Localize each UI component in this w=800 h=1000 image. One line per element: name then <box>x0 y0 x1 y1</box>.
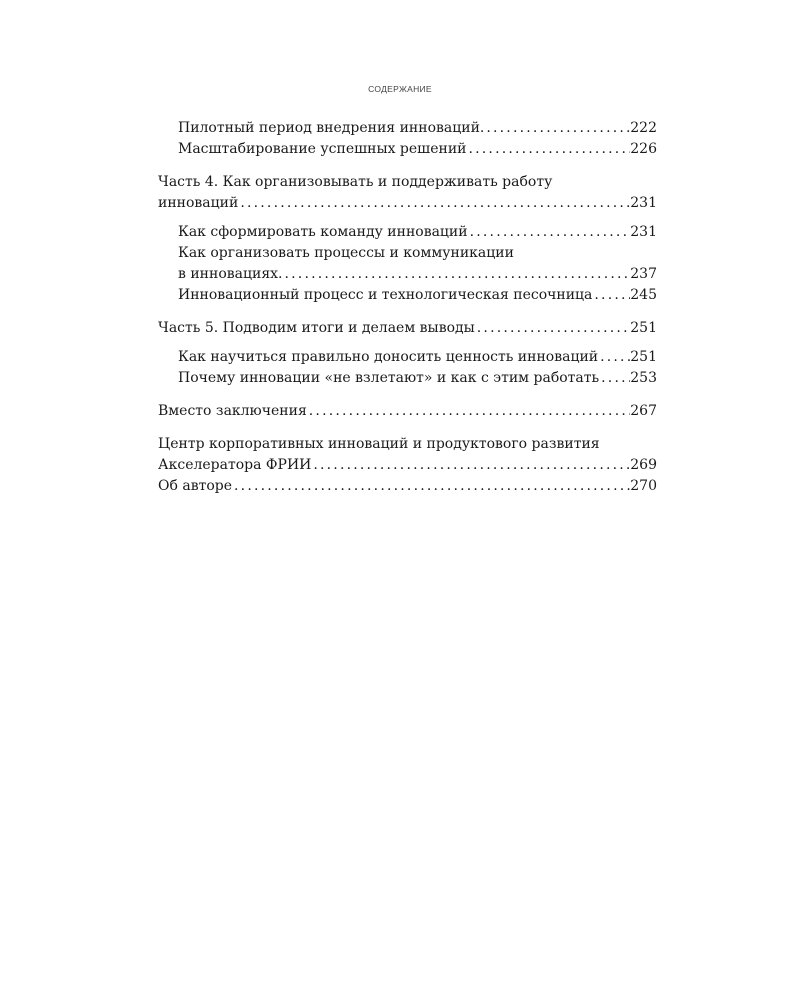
toc-group-conclusion <box>158 401 657 422</box>
dot-leader <box>466 139 630 160</box>
toc-entry-page: 222 <box>630 120 657 136</box>
toc-entry-title-line1: Центр корпоративных инноваций и продуктового развития <box>158 436 600 452</box>
toc-entry-title: Вместо заключения <box>158 403 307 419</box>
toc-group-appendix <box>158 434 657 497</box>
toc-entry-page: 231 <box>630 224 657 240</box>
toc-group-part3-tail <box>158 118 657 160</box>
toc-entry-page: 253 <box>630 370 657 386</box>
toc-entry-processes[interactable] <box>158 243 657 285</box>
dot-leader <box>475 318 631 339</box>
toc-entry-page: 245 <box>630 287 657 303</box>
toc-entry-title-line2-row <box>158 455 657 476</box>
toc-entry-page: 226 <box>630 141 657 157</box>
toc-entry-author[interactable] <box>158 476 657 497</box>
toc-group-part5 <box>158 318 657 389</box>
toc-part5-heading[interactable] <box>158 318 657 339</box>
toc-entry-title-line2-row <box>158 264 657 285</box>
toc-entry-title-line1: Часть 4. Как организовывать и поддерживать работу <box>158 174 553 190</box>
toc-entry-title: Часть 5. Подводим итоги и делаем выводы <box>158 320 475 336</box>
toc-entry-page: 267 <box>630 403 657 419</box>
toc-entry-title-line2-row <box>158 193 657 214</box>
dot-leader <box>311 455 630 476</box>
toc-entry-title-line2: инноваций <box>158 195 239 211</box>
dot-leader <box>484 118 630 139</box>
toc-entry-page: 251 <box>630 349 657 365</box>
toc-group-part4 <box>158 172 657 306</box>
dot-leader <box>283 264 631 285</box>
dot-leader <box>468 222 631 243</box>
toc-entry-title: Как научиться правильно доносить ценность инноваций <box>178 349 599 365</box>
toc-entry-why-fail[interactable] <box>158 368 657 389</box>
toc-entry-page: 251 <box>630 320 657 336</box>
toc-entry-title: Как сформировать команду инноваций <box>178 224 468 240</box>
toc-entry-title-line2: Акселератора ФРИИ <box>158 457 312 473</box>
dot-leader <box>238 193 630 214</box>
toc-entry-center[interactable] <box>158 434 657 476</box>
dot-leader <box>599 368 630 389</box>
dot-leader <box>598 347 630 368</box>
toc-entry-conclusion[interactable] <box>158 401 657 422</box>
toc-part4-heading[interactable] <box>158 172 657 214</box>
toc-entry-title: Инновационный процесс и технологическая песочница <box>178 287 593 303</box>
toc-entry-title: Почему инновации «не взлетают» и как с этим работать <box>178 370 600 386</box>
toc-entry-title: Об авторе <box>158 478 233 494</box>
toc-entry-page: 269 <box>630 457 657 473</box>
toc-entry-title: Масштабирование успешных решений <box>178 141 467 157</box>
toc-entry-team[interactable] <box>158 222 657 243</box>
toc-entry-page: 237 <box>630 266 657 282</box>
toc-entry-scaling[interactable] <box>158 139 657 160</box>
dot-leader <box>307 401 630 422</box>
running-head: СОДЕРЖАНИЕ <box>368 84 432 94</box>
toc-entry-value[interactable] <box>158 347 657 368</box>
toc-entry-title-line2: в инновациях. <box>178 266 283 282</box>
table-of-contents <box>158 118 657 497</box>
toc-entry-page: 270 <box>630 478 657 494</box>
dot-leader <box>232 476 630 497</box>
toc-entry-sandbox[interactable] <box>158 285 657 306</box>
dot-leader <box>592 285 630 306</box>
toc-entry-pilot-period[interactable] <box>158 118 657 139</box>
toc-entry-title: Пилотный период внедрения инноваций. <box>178 120 485 136</box>
toc-entry-page: 231 <box>630 195 657 211</box>
toc-entry-title-line1: Как организовать процессы и коммуникации <box>178 245 514 261</box>
